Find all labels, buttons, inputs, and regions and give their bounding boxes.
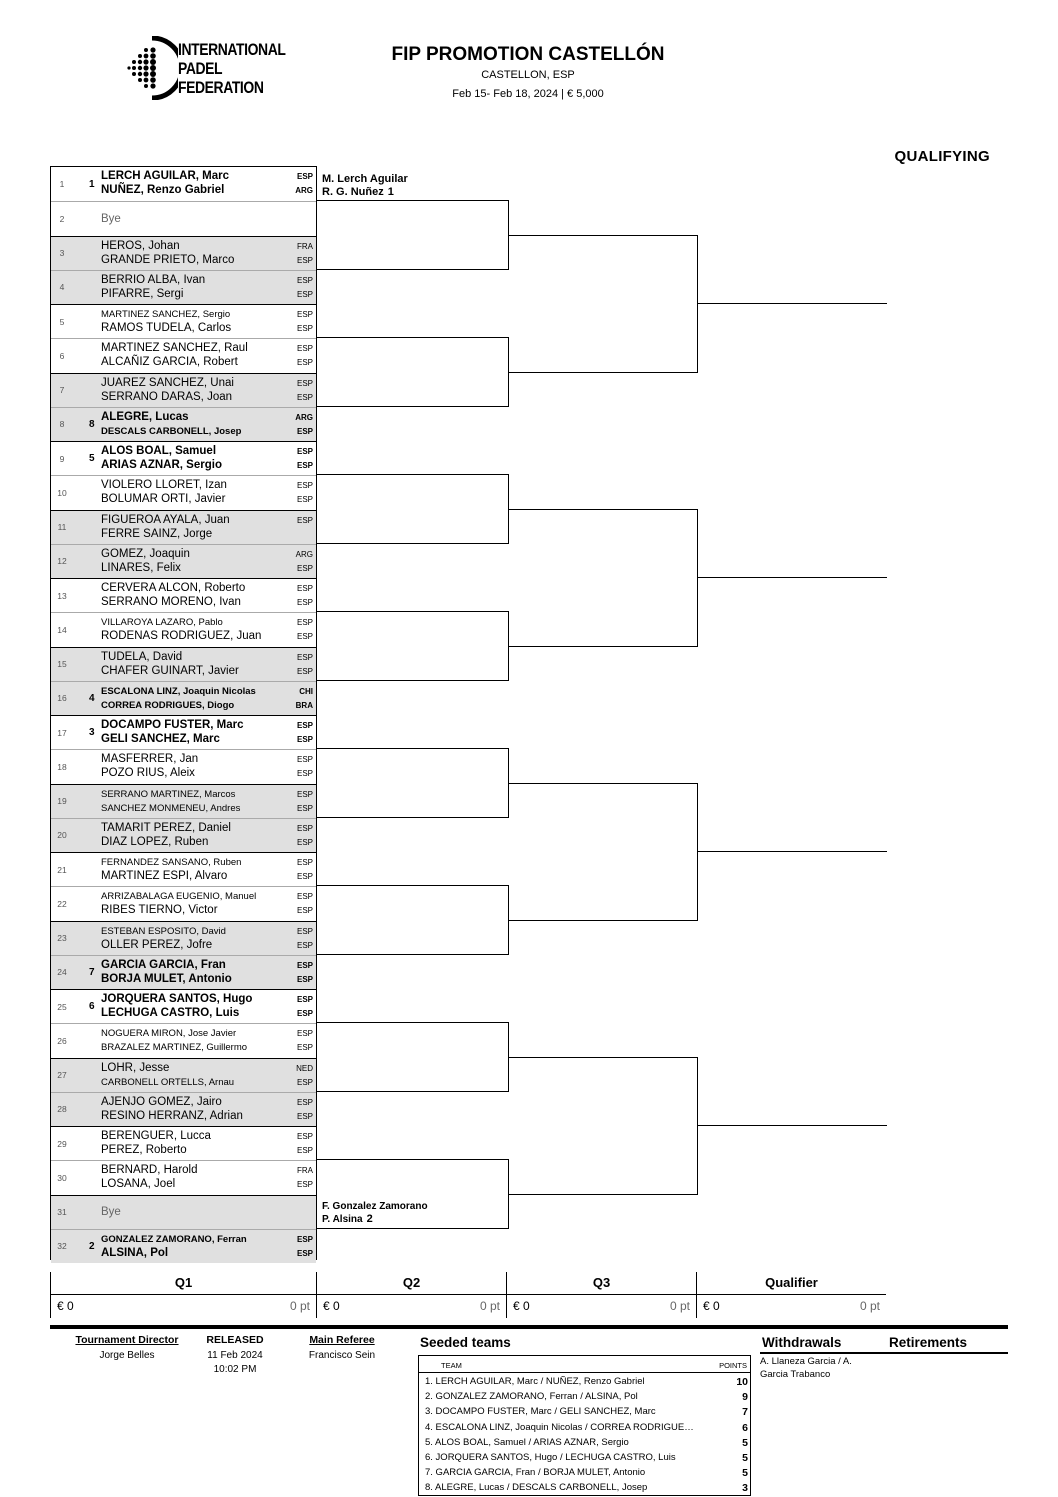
released-date: 11 Feb 2024 — [207, 1350, 263, 1361]
qualifier-line — [697, 851, 887, 852]
player-name: LOHR, Jesse — [101, 1061, 170, 1074]
round1-winner-top: M. Lerch Aguilar R. G. Nuñez 1 — [322, 173, 408, 198]
player-name: POZO RIUS, Aleix — [101, 767, 195, 780]
player-country: ARG — [295, 186, 313, 195]
player-name: MARTINEZ SANCHEZ, Sergio — [101, 309, 231, 320]
player-country: ESP — [296, 974, 313, 984]
player-country: ESP — [296, 995, 313, 1004]
seeded-team-name: 2. GONZALEZ ZAMORANO, Ferran / ALSINA, Pol — [425, 1391, 638, 1403]
player-country: ESP — [296, 515, 313, 525]
draw-position: 22 — [57, 898, 67, 909]
seeded-team-row — [425, 1437, 750, 1452]
player-country: ESP — [296, 447, 313, 456]
seeded-team-row — [425, 1452, 750, 1467]
player-country: ESP — [296, 1111, 313, 1121]
seeded-team-row — [425, 1482, 750, 1497]
player-name: BORJA MULET, Antonio — [101, 972, 232, 985]
player-name: FERRE SAINZ, Jorge — [101, 527, 213, 540]
r1-line — [317, 954, 508, 955]
player-country: ESP — [296, 563, 313, 573]
referee-label: Main Referee — [309, 1334, 375, 1346]
player-country: ESP — [296, 823, 313, 833]
player-name: JUAREZ SANCHEZ, Unai — [101, 376, 234, 389]
seeded-team-name: 4. ESCALONA LINZ, Joaquin Nicolas / CORREA RODRIGUE… — [425, 1421, 694, 1433]
qualifier-line — [697, 577, 887, 578]
prize-money: € 0 — [323, 1299, 340, 1313]
player-name: FIGUEROA AYALA, Juan — [101, 513, 230, 526]
player-country: ESP — [296, 255, 313, 265]
player-name: NUÑEZ, Renzo Gabriel — [101, 184, 225, 196]
draw-position: 5 — [59, 316, 65, 327]
draw-position: 31 — [57, 1207, 67, 1218]
player-name: BERNARD, Harold — [101, 1164, 198, 1177]
seeded-team-row — [425, 1422, 750, 1437]
seeded-team-name: 3. DOCAMPO FUSTER, Marc / GELI SANCHEZ, Marc — [425, 1406, 656, 1418]
seeded-team-points: 3 — [742, 1482, 748, 1495]
seeded-team-row — [425, 1467, 750, 1482]
player-name: PEREZ, Roberto — [101, 1144, 187, 1156]
player-name: TAMARIT PEREZ, Daniel — [101, 821, 231, 834]
player-country: ESP — [296, 172, 313, 181]
draw-position: 6 — [59, 350, 65, 361]
player-name: FERNANDEZ SANSANO, Ruben — [101, 857, 242, 868]
player-name: PIFARRE, Sergi — [101, 287, 184, 300]
draw-position: 26 — [57, 1035, 67, 1046]
player-name: ARIAS AZNAR, Sergio — [101, 459, 222, 471]
team-header: TEAM — [441, 1361, 462, 1370]
player-country: ESP — [296, 358, 313, 368]
player-country: ESP — [296, 1234, 313, 1244]
player-name: CORREA RODRIGUES, Diogo — [101, 699, 235, 711]
player-country: ESP — [296, 1146, 313, 1155]
ranking-points: 0 pt — [669, 1299, 690, 1313]
draw-position: 8 — [59, 419, 65, 430]
r1-line — [317, 474, 508, 475]
player-name: RAMOS TUDELA, Carlos — [101, 322, 232, 334]
player-name: DOCAMPO FUSTER, Marc — [101, 719, 244, 731]
player-name: NOGUERA MIRON, Jose Javier — [101, 1028, 237, 1040]
player-name: GOMEZ, Joaquin — [101, 547, 190, 560]
seeded-team-points: 9 — [742, 1391, 748, 1404]
round-label: Q1 — [174, 1275, 193, 1290]
draw-position: 14 — [57, 624, 67, 635]
r1-line — [317, 200, 508, 201]
player-country: ESP — [296, 584, 313, 593]
player-country: ESP — [296, 735, 313, 744]
player-name: SANCHEZ MONMENEU, Andres — [101, 802, 241, 814]
player-name: CARBONELL ORTELLS, Arnau — [101, 1076, 235, 1088]
player-country: ESP — [296, 1043, 313, 1053]
player-country: ESP — [296, 1248, 313, 1258]
draw-position: 11 — [57, 522, 67, 533]
player-name: SERRANO MORENO, Ivan — [101, 596, 241, 608]
seeded-team-points: 5 — [742, 1467, 748, 1480]
seeded-team-row — [425, 1406, 750, 1421]
player-name: OLLER PEREZ, Jofre — [101, 938, 213, 951]
seed-number: 6 — [89, 1001, 95, 1013]
r3-connector — [697, 783, 698, 921]
seeded-team-points: 5 — [742, 1436, 748, 1449]
player-country: ESP — [296, 666, 313, 676]
round-points-table — [50, 1272, 886, 1318]
player-name: LECHUGA CASTRO, Luis — [101, 1007, 240, 1019]
player-country: BRA — [295, 700, 313, 710]
player-name: MASFERRER, Jan — [101, 753, 199, 766]
draw-position: 17 — [57, 727, 67, 738]
player-name: GONZALEZ ZAMORANO, Ferran — [101, 1233, 247, 1245]
player-name: DIAZ LOPEZ, Ruben — [101, 835, 209, 848]
player-name: BOLUMAR ORTI, Javier — [101, 493, 226, 506]
player-country: ESP — [296, 789, 313, 799]
player-country: ESP — [296, 769, 313, 779]
tournament-location: CASTELLON, ESP — [481, 69, 575, 81]
logo-wordmark: INTERNATIONAL PADEL FEDERATION — [178, 40, 286, 97]
player-name: MARTINEZ ESPI, Alvaro — [101, 870, 228, 882]
player-country: ESP — [296, 598, 313, 607]
draw-position: 16 — [57, 693, 67, 704]
seeded-teams-table — [418, 1355, 751, 1496]
director-name: Jorge Belles — [99, 1350, 155, 1361]
r1-line — [317, 337, 508, 338]
draw-position: 25 — [57, 1001, 67, 1012]
player-country: ESP — [296, 721, 313, 730]
ranking-points: 0 pt — [289, 1299, 310, 1313]
draw-position: 7 — [59, 385, 65, 396]
player-country: FRA — [297, 241, 313, 251]
draw-position: 28 — [57, 1104, 67, 1115]
ranking-points: 0 pt — [479, 1299, 500, 1313]
r1-line — [317, 406, 508, 407]
player-country: ESP — [296, 324, 313, 333]
withdrawals-list: A. Llaneza Garcia / A. Garcia Trabanco — [760, 1356, 852, 1380]
seeded-team-name: 7. GARCIA GARCIA, Fran / BORJA MULET, Antonio — [425, 1467, 646, 1479]
player-name: ALCAÑIZ GARCIA, Robert — [101, 356, 238, 369]
draw-position: 21 — [57, 864, 67, 875]
player-name: SERRANO DARAS, Joan — [101, 390, 233, 403]
r1-line — [317, 817, 508, 818]
released-label: RELEASED — [206, 1334, 264, 1346]
released-time: 10:02 PM — [213, 1364, 257, 1375]
tournament-title: FIP PROMOTION CASTELLÓN — [391, 44, 665, 65]
r2-line — [508, 646, 697, 647]
player-name: ARRIZABALAGA EUGENIO, Manuel — [101, 891, 257, 903]
r1-line — [317, 1228, 508, 1229]
r2-line — [508, 1057, 697, 1058]
prize-money: € 0 — [57, 1299, 74, 1313]
draw-position: 1 — [59, 179, 65, 190]
player-country: ESP — [296, 378, 313, 388]
player-name: ALOS BOAL, Samuel — [101, 445, 217, 457]
seed-number: 4 — [89, 692, 95, 704]
withdrawals-rule — [760, 1352, 1008, 1354]
r2-line — [508, 920, 697, 921]
player-country: ARG — [295, 412, 313, 422]
player-country: ESP — [296, 652, 313, 662]
player-name: ALEGRE, Lucas — [101, 410, 189, 423]
r2-line — [508, 1194, 697, 1195]
player-name: TUDELA, David — [101, 650, 183, 663]
round1-winner-bottom: F. Gonzalez Zamorano P. Alsina 2 — [322, 1201, 428, 1225]
player-country: ESP — [296, 1132, 313, 1141]
round-label: Qualifier — [765, 1275, 818, 1290]
player-name: CERVERA ALCON, Roberto — [101, 582, 246, 594]
player-name: ESCALONA LINZ, Joaquin Nicolas — [101, 685, 256, 697]
r2-line — [508, 372, 697, 373]
prize-money: € 0 — [703, 1299, 720, 1313]
points-col-q3 — [507, 1272, 697, 1318]
player-name: LERCH AGUILAR, Marc — [101, 170, 229, 182]
seed-number: 7 — [89, 966, 95, 978]
points-col-qualifier — [697, 1272, 886, 1318]
seeded-team-points: 10 — [736, 1376, 748, 1388]
qualifier-line — [697, 303, 887, 304]
draw-position: 15 — [57, 659, 67, 670]
player-country: ESP — [296, 1077, 313, 1087]
director-label: Tournament Director — [75, 1334, 179, 1346]
seeded-team-row — [425, 1391, 750, 1406]
player-name: AJENJO GOMEZ, Jairo — [101, 1095, 222, 1108]
seeded-title: Seeded teams — [420, 1335, 511, 1350]
seeded-team-points: 6 — [742, 1421, 748, 1434]
player-country: ESP — [296, 940, 313, 950]
seeded-team-name: 1. LERCH AGUILAR, Marc / NUÑEZ, Renzo Gabriel — [425, 1376, 645, 1387]
player-country: ESP — [296, 289, 313, 299]
player-country: ESP — [296, 1180, 313, 1190]
draw-position: 18 — [57, 761, 67, 772]
player-name: DESCALS CARBONELL, Josep — [101, 425, 242, 437]
player-country: ESP — [296, 803, 313, 813]
player-name: JORQUERA SANTOS, Hugo — [101, 993, 253, 1005]
r2-line — [508, 509, 697, 510]
seeded-team-name: 8. ALEGRE, Lucas / DESCALS CARBONELL, Josep — [425, 1482, 648, 1494]
player-country: ESP — [296, 310, 313, 319]
player-country: ESP — [296, 960, 313, 970]
bye-label: Bye — [101, 212, 121, 225]
r1-line — [317, 748, 508, 749]
player-name: HEROS, Johan — [101, 239, 180, 252]
player-country: ESP — [296, 392, 313, 402]
player-country: ESP — [296, 344, 313, 354]
player-name: VILLAROYA LAZARO, Pablo — [101, 617, 223, 629]
footer-divider — [50, 1325, 1008, 1329]
r1-line — [317, 1159, 508, 1160]
draw-position: 29 — [57, 1138, 67, 1149]
draw-position: 10 — [57, 487, 67, 498]
player-name: BERENGUER, Lucca — [101, 1130, 211, 1142]
player-country: ESP — [296, 1009, 313, 1018]
qualifier-line — [697, 1125, 887, 1126]
draw-position: 32 — [57, 1241, 67, 1252]
player-name: BERRIO ALBA, Ivan — [101, 273, 206, 286]
r1-line — [317, 611, 508, 612]
r1-line — [317, 269, 508, 270]
player-country: ESP — [296, 495, 313, 505]
player-name: ALSINA, Pol — [101, 1246, 169, 1259]
draw-position: 24 — [57, 967, 67, 978]
r1-line — [317, 680, 508, 681]
draw-position: 30 — [57, 1172, 67, 1183]
player-country: ESP — [296, 1097, 313, 1107]
seeded-team-points: 5 — [742, 1452, 748, 1464]
player-country: NED — [296, 1063, 313, 1073]
player-country: ESP — [296, 858, 313, 867]
seed-number: 3 — [89, 727, 95, 739]
points-header: POINTS — [719, 1361, 747, 1370]
r1-line — [317, 1022, 508, 1023]
bye-label: Bye — [101, 1206, 121, 1219]
player-country: ESP — [296, 1029, 313, 1039]
round-label: Q2 — [402, 1275, 421, 1290]
draw-position: 4 — [59, 282, 65, 293]
player-country: FRA — [297, 1166, 313, 1176]
player-country: ESP — [296, 618, 313, 628]
draw-stage: QUALIFYING — [894, 148, 990, 165]
player-country: ESP — [296, 872, 313, 881]
player-name: RIBES TIERNO, Victor — [101, 904, 218, 917]
player-name: CHAFER GUINART, Javier — [101, 664, 239, 677]
r1-line — [317, 885, 508, 886]
player-name: ESTEBAN ESPOSITO, David — [101, 925, 226, 937]
player-name: GELI SANCHEZ, Marc — [101, 733, 220, 745]
draw-position: 2 — [59, 213, 65, 224]
draw-position: 27 — [57, 1070, 67, 1081]
draw-position: 20 — [57, 830, 67, 841]
player-name: RODENAS RODRIGUEZ, Juan — [101, 630, 262, 643]
player-name: GRANDE PRIETO, Marco — [101, 253, 235, 266]
points-col-q1 — [50, 1272, 317, 1318]
player-country: ESP — [296, 426, 313, 436]
seed-number: 2 — [89, 1240, 95, 1252]
r2-line — [508, 235, 697, 236]
player-country: ESP — [296, 906, 313, 916]
seeded-team-name: 6. JORQUERA SANTOS, Hugo / LECHUGA CASTRO, Luis — [425, 1452, 676, 1463]
seeded-team-row — [425, 1376, 750, 1391]
player-country: ESP — [296, 837, 313, 847]
draw-position: 12 — [57, 556, 67, 567]
player-country: CHI — [299, 686, 313, 696]
player-country: ESP — [296, 275, 313, 285]
player-name: VIOLERO LLORET, Izan — [101, 479, 227, 492]
player-country: ESP — [296, 755, 313, 765]
r1-line — [317, 1091, 508, 1092]
player-name: BRAZALEZ MARTINEZ, Guillermo — [101, 1042, 248, 1054]
points-col-q2 — [317, 1272, 507, 1318]
round-label: Q3 — [592, 1275, 611, 1290]
player-country: ARG — [295, 549, 313, 559]
seeded-team-name: 5. ALOS BOAL, Samuel / ARIAS AZNAR, Sergio — [425, 1436, 629, 1448]
seeded-team-points: 7 — [742, 1406, 748, 1419]
player-country: ESP — [296, 632, 313, 642]
seed-number: 1 — [89, 178, 95, 190]
draw-position: 19 — [57, 796, 67, 807]
retirements-title: Retirements — [889, 1335, 968, 1350]
draw-position: 9 — [59, 453, 65, 464]
draw-position: 23 — [57, 933, 67, 944]
r3-connector — [697, 509, 698, 647]
seed-number: 8 — [89, 418, 95, 430]
tournament-dates: Feb 15- Feb 18, 2024 | € 5,000 — [452, 88, 604, 100]
r1-line — [317, 543, 508, 544]
player-country: ESP — [296, 892, 313, 902]
r2-line — [508, 783, 697, 784]
player-name: LINARES, Felix — [101, 561, 181, 574]
player-country: ESP — [296, 461, 313, 470]
player-name: SERRANO MARTINEZ, Marcos — [101, 788, 236, 800]
player-name: LOSANA, Joel — [101, 1178, 176, 1191]
r3-connector — [697, 1057, 698, 1195]
player-country: ESP — [296, 926, 313, 936]
withdrawals-title: Withdrawals — [762, 1335, 842, 1350]
seed-number: 5 — [89, 453, 95, 465]
player-name: RESINO HERRANZ, Adrian — [101, 1109, 243, 1122]
player-country: ESP — [296, 481, 313, 491]
draw-position: 13 — [57, 590, 67, 601]
draw-position: 3 — [59, 248, 65, 259]
ranking-points: 0 pt — [859, 1299, 880, 1313]
player-name: MARTINEZ SANCHEZ, Raul — [101, 342, 248, 355]
r3-connector — [697, 235, 698, 373]
prize-money: € 0 — [513, 1299, 530, 1313]
player-name: GARCIA GARCIA, Fran — [101, 958, 226, 971]
referee-name: Francisco Sein — [308, 1350, 376, 1361]
